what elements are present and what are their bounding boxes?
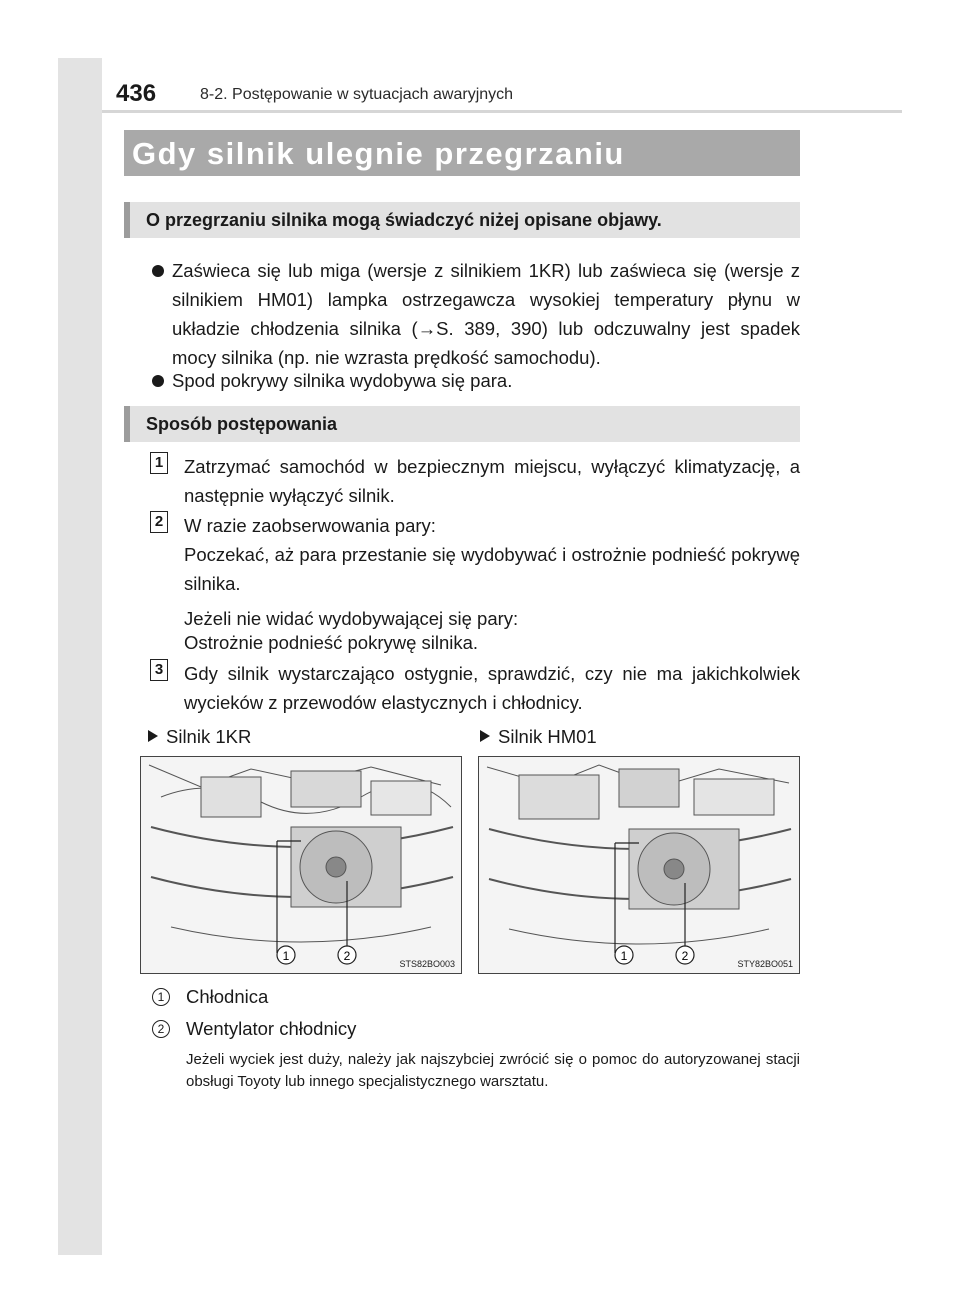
legend-number: 1	[152, 988, 170, 1006]
symptom-item	[152, 366, 800, 395]
engine-bay-drawing	[479, 757, 800, 974]
triangle-marker-icon	[148, 730, 158, 742]
callout-1: 1	[282, 949, 290, 963]
step-number: 1	[150, 452, 168, 474]
symptoms-heading: O przegrzaniu silnika mogą świadczyć niżej opisane objawy.	[146, 210, 662, 230]
callout-2: 2	[343, 949, 351, 963]
engine-illustration-1kr	[140, 756, 462, 974]
legend-cooling-fan: Wentylator chłodnicy	[186, 1018, 357, 1039]
page-margin-tab	[58, 58, 102, 1255]
engine-bay-drawing	[141, 757, 462, 974]
figure-code: STY82BO051	[737, 959, 793, 969]
step-number: 3	[150, 659, 168, 681]
figure-code: STS82BO003	[399, 959, 455, 969]
bullet-icon	[152, 375, 164, 387]
step-2-line: Jeżeli nie widać wydobywającej się pary:	[184, 608, 519, 629]
step-1-text: Zatrzymać samochód w bezpiecznym miejscu, wyłączyć klimatyzację, a następnie wyłączyć silnik.	[184, 456, 800, 506]
callout-1: 1	[620, 949, 628, 963]
triangle-marker-icon	[480, 730, 490, 742]
callout-2: 2	[681, 949, 689, 963]
engine-illustration-hm01	[478, 756, 800, 974]
symptom-text: Zaświeca się lub miga (wersje z silnikiem 1KR) lub zaświeca się (wersje z silnikiem HM01) lampka ostrzegawcza wysokiej temperatury płynu w układzie chłodzenia silnika (→S. 389, 390) lub odczuwalny jest spadek mocy silnika (np. nie wzrasta prędkość samochodu).	[172, 260, 800, 368]
procedure-heading: Sposób postępowania	[146, 414, 338, 434]
page-number: 436	[116, 80, 157, 107]
symptom-item	[152, 256, 800, 372]
symptoms-heading-bar	[124, 202, 800, 238]
step-3-text: Gdy silnik wystarczająco ostygnie, sprawdzić, czy nie ma jakichkolwiek wycieków z przewodów elastycznych i chłodnicy.	[184, 663, 800, 713]
symptom-text: Spod pokrywy silnika wydobywa się para.	[172, 370, 513, 391]
leak-note: Jeżeli wyciek jest duży, należy jak najszybciej zwrócić się o pomoc do autoryzowanej stacji obsługi Toyoty lub innego specjalistycznego warsztatu.	[186, 1051, 800, 1090]
bullet-icon	[152, 265, 164, 277]
header-rule	[102, 110, 902, 113]
step-2-line: W razie zaobserwowania pary:	[184, 515, 436, 536]
section-breadcrumb: 8-2. Postępowanie w sytuacjach awaryjnych	[200, 86, 514, 103]
step-2-line: Poczekać, aż para przestanie się wydobywać i ostrożnie podnieść pokrywę silnika.	[184, 544, 800, 594]
step-number: 2	[150, 511, 168, 533]
legend-number: 2	[152, 1020, 170, 1038]
legend-radiator: Chłodnica	[186, 986, 269, 1007]
figure-label-hm01: Silnik HM01	[480, 726, 597, 748]
step-2-line: Ostrożnie podnieść pokrywę silnika.	[184, 632, 479, 653]
procedure-heading-bar	[124, 406, 800, 442]
figure-label-1kr: Silnik 1KR	[148, 726, 251, 748]
page-title: Gdy silnik ulegnie przegrzaniu	[132, 136, 625, 171]
